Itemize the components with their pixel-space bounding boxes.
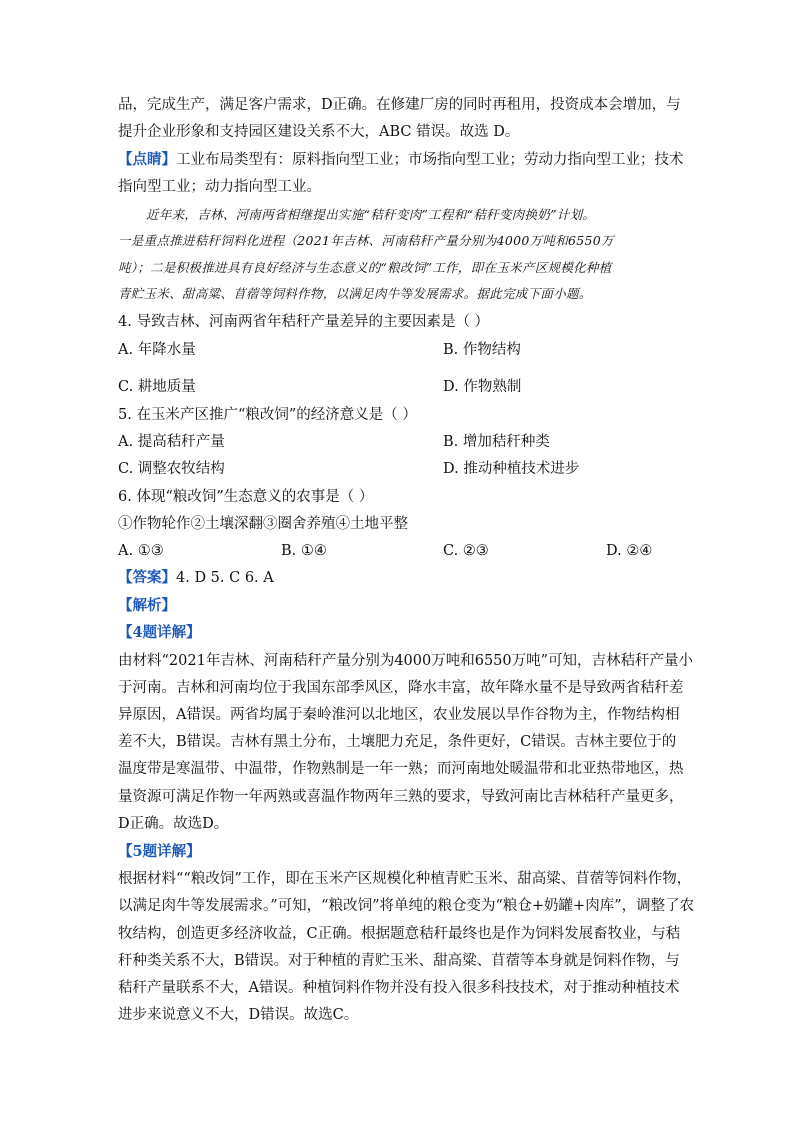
- q6-items: ①作物轮作②土壤深翻③圈舍养殖④土地平整: [118, 516, 408, 532]
- q4-option-d: D. 作物熟制: [443, 379, 522, 395]
- q5-option-b: B. 增加秸秆种类: [443, 434, 550, 450]
- detail-5-line-2: 以满足肉牛等发展需求。”可知，“粮改饲”将单纯的粮仓变为“粮仓+奶罐+肉库”，调整了农: [118, 898, 695, 914]
- q6-option-a: A. ①③: [118, 543, 164, 559]
- detail-5-line-1: 根据材料““粮改饲”工作，即在玉米产区规模化种植青贮玉米、甜高粱、苜蓿等饲料作物，: [118, 871, 692, 887]
- material-line-2: 一是重点推进秸秆饲料化进程（2021年吉林、河南秸秆产量分别为4000万吨和6550万: [118, 233, 614, 248]
- material-line-1: 近年来，吉林、河南两省相继提出实施“秸秆变肉”工程和“秸秆变肉换奶”计划。: [146, 207, 596, 222]
- q4-option-b: B. 作物结构: [443, 342, 521, 358]
- detail-4-heading: [118, 623, 201, 643]
- q6-option-c: C. ②③: [443, 543, 489, 559]
- detail-4-line-1: 由材料“2021年吉林、河南秸秆产量分别为4000万吨和6550万吨”可知，吉林秸秆产量小: [118, 653, 694, 669]
- detail-4-tag: 【4题详解】: [118, 624, 201, 641]
- detail-4-line-4: 差不大，B错误。吉林有黑土分布，土壤肥力充足，条件更好，C错误。吉林主要位于的: [118, 734, 677, 750]
- q5-option-c: C. 调整农牧结构: [118, 461, 225, 477]
- material-line-3: 吨）；二是积极推进具有良好经济与生态意义的“粮改饲”工作，即在玉米产区规模化种植: [118, 260, 612, 275]
- detail-5-tag: 【5题详解】: [118, 843, 201, 860]
- detail-5-line-6: 进步来说意义不大，D错误。故选C。: [118, 1007, 359, 1023]
- point-line-2: 指向型工业；动力指向型工业。: [118, 179, 321, 195]
- question-6-stem: 6. 体现“粮改饲”生态意义的农事是（ ）: [118, 489, 374, 505]
- question-5-stem: 5. 在玉米产区推广“粮改饲”的经济意义是（ ）: [118, 407, 417, 423]
- detail-4-line-5: 温度带是寒温带、中温带，作物熟制是一年一熟；而河南地处暖温带和北亚热带地区，热: [118, 761, 684, 777]
- point-line-1: [118, 150, 684, 170]
- detail-5-line-3: 牧结构，创造更多经济收益，C正确。根据题意秸秆最终也是作为饲料发展畜牧业，与秸: [118, 926, 681, 942]
- detail-5-heading: [118, 842, 201, 862]
- point-tag: 【点睛】: [118, 151, 176, 168]
- q5-option-d: D. 推动种植技术进步: [443, 461, 580, 477]
- detail-4-line-6: 量资源可满足作物一年两熟或喜温作物两年三熟的要求，导致河南比吉林秸秆产量更多，: [118, 789, 684, 805]
- q5-option-a: A. 提高秸秆产量: [118, 434, 225, 450]
- detail-4-line-3: 异原因，A错误。两省均属于秦岭淮河以北地区，农业发展以旱作谷物为主，作物结构相: [118, 707, 680, 723]
- q6-option-d: D. ②④: [606, 543, 653, 559]
- q4-option-a: A. 年降水量: [118, 342, 196, 358]
- point-text-1: 工业布局类型有：原料指向型工业；市场指向型工业；劳动力指向型工业；技术: [176, 152, 684, 168]
- analysis-tag: 【解析】: [118, 597, 176, 614]
- answer-line: [118, 568, 274, 588]
- analysis-heading: [118, 596, 176, 616]
- detail-5-line-5: 秸秆产量联系不大，A错误。种植饲料作物并没有投入很多科技技术，对于推动种植技术: [118, 980, 680, 996]
- prev-explanation-line-2: 提升企业形象和支持园区建设关系不大，ABC 错误。故选 D。: [118, 124, 520, 140]
- answer-text: 4. D 5. C 6. A: [176, 570, 274, 586]
- answer-tag: 【答案】: [118, 569, 176, 586]
- prev-explanation-line-1: 品，完成生产，满足客户需求，D正确。在修建厂房的同时再租用，投资成本会增加，与: [118, 97, 681, 113]
- detail-5-line-4: 秆种类关系不大，B错误。对于种植的青贮玉米、甜高粱、苜蓿等本身就是饲料作物，与: [118, 953, 680, 969]
- detail-4-line-7: D正确。故选D。: [118, 816, 229, 832]
- question-4-stem: 4. 导致吉林、河南两省年秸秆产量差异的主要因素是（ ）: [118, 314, 490, 330]
- q4-option-c: C. 耕地质量: [118, 379, 196, 395]
- detail-4-line-2: 于河南。吉林和河南均位于我国东部季风区，降水丰富，故年降水量不是导致两省秸秆差: [118, 680, 684, 696]
- material-line-4: 青贮玉米、甜高粱、苜蓿等饲料作物，以满足肉牛等发展需求。据此完成下面小题。: [118, 286, 592, 301]
- q6-option-b: B. ①④: [281, 543, 327, 559]
